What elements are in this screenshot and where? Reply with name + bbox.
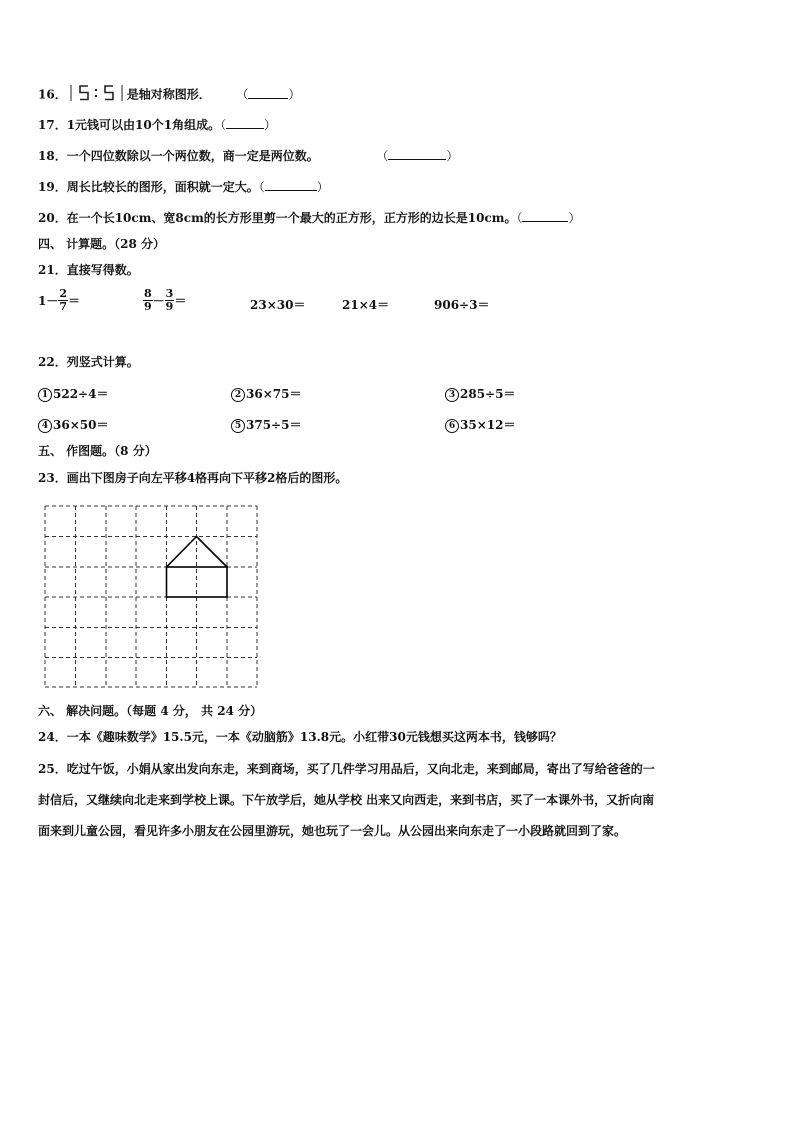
question-text: 一个四位数除以一个两位数，商一定是两位数。 bbox=[66, 149, 319, 163]
question-number: 24． bbox=[38, 730, 67, 744]
question-number: 23． bbox=[38, 471, 67, 485]
question-text: 画出下图房子向左平移4格再向下平移2格后的图形。 bbox=[66, 471, 348, 485]
calc-expression: 35×12＝ bbox=[460, 418, 516, 432]
equals-sign: ＝ bbox=[68, 294, 81, 308]
question-number: 21． bbox=[38, 263, 67, 277]
expression-2 bbox=[143, 288, 186, 313]
minus-sign: － bbox=[152, 294, 165, 308]
question-number: 19． bbox=[38, 180, 67, 194]
close-paren: ） bbox=[568, 211, 581, 225]
answer-blank[interactable] bbox=[226, 116, 264, 129]
question-number: 17． bbox=[38, 118, 67, 132]
fraction bbox=[143, 288, 153, 313]
expression-4: 21×4＝ bbox=[342, 298, 390, 312]
question-number: 25． bbox=[38, 762, 67, 776]
question-25 bbox=[38, 761, 655, 777]
house-figure bbox=[167, 537, 228, 598]
question-18 bbox=[38, 147, 458, 164]
calc-item-3 bbox=[445, 385, 515, 402]
circled-number: 5 bbox=[231, 419, 245, 433]
question-22 bbox=[38, 354, 139, 370]
question-text-line-1: 吃过午饭，小娟从家出发向东走，来到商场，买了几件学习用品后，又向北走，来到邮局，寄出了写给爸爸的一 bbox=[66, 762, 655, 776]
circled-number: 4 bbox=[38, 419, 52, 433]
calc-item-1 bbox=[38, 385, 108, 402]
expression-1 bbox=[38, 288, 80, 313]
answer-blank[interactable] bbox=[522, 209, 568, 222]
question-text: 是轴对称图形． bbox=[126, 87, 211, 102]
section-4-heading: 四、 计算题。（28 分） bbox=[38, 237, 166, 251]
calc-expression: 285÷5＝ bbox=[460, 387, 516, 401]
circled-number: 6 bbox=[445, 419, 459, 433]
section-5-heading: 五、 作图题。（8 分） bbox=[38, 444, 157, 458]
circled-number: 3 bbox=[445, 388, 459, 402]
denominator: 9 bbox=[144, 300, 152, 313]
question-text-line-3: 面来到儿童公园，看见许多小朋友在公园里游玩，她也玩了一会儿。从公园出来向东走了一小段路就回到了家。 bbox=[38, 824, 627, 838]
numerator: 8 bbox=[144, 287, 152, 300]
answer-blank[interactable] bbox=[248, 86, 288, 99]
digital-display-figure bbox=[68, 84, 126, 106]
calc-item-5 bbox=[231, 416, 301, 433]
question-text: 一本《趣味数学》15.5元，一本《动脑筋》13.8元。小红带30元钱想买这两本书，钱够吗？ bbox=[66, 730, 562, 744]
section-6-heading: 六、 解决问题。（每题 4 分， 共 24 分） bbox=[38, 704, 263, 718]
open-paren: （ bbox=[258, 180, 265, 194]
expression-3: 23×30＝ bbox=[250, 298, 306, 312]
question-text: 直接写得数。 bbox=[66, 263, 139, 277]
circled-number: 1 bbox=[38, 388, 52, 402]
question-20 bbox=[38, 209, 581, 226]
calc-expression: 522÷4＝ bbox=[53, 387, 109, 401]
question-number: 18． bbox=[38, 149, 67, 163]
answer-blank[interactable] bbox=[388, 147, 446, 160]
question-23 bbox=[38, 470, 347, 486]
close-paren: ） bbox=[288, 87, 301, 102]
question-number: 20． bbox=[38, 211, 67, 225]
calc-expression: 36×50＝ bbox=[53, 418, 109, 432]
question-16 bbox=[38, 84, 300, 106]
question-text: 周长比较长的图形，面积就一定大。 bbox=[66, 180, 259, 194]
close-paren: ） bbox=[446, 149, 459, 163]
equals-sign: ＝ bbox=[174, 294, 187, 308]
grid-drawing-area[interactable] bbox=[44, 505, 260, 689]
calc-expression: 375÷5＝ bbox=[246, 418, 302, 432]
open-paren: （ bbox=[236, 87, 249, 102]
question-number: 22． bbox=[38, 355, 67, 369]
open-paren: （ bbox=[376, 149, 389, 163]
question-24 bbox=[38, 729, 562, 745]
expression-5: 906÷3＝ bbox=[434, 298, 490, 312]
question-text: 在一个长10cm、宽8cm的长方形里剪一个最大的正方形，正方形的边长是10cm。 bbox=[66, 211, 517, 225]
numerator: 2 bbox=[59, 287, 68, 300]
question-17 bbox=[38, 116, 276, 133]
expression-lead: 1－ bbox=[38, 294, 59, 308]
open-paren: （ bbox=[220, 118, 227, 132]
close-paren: ） bbox=[316, 180, 329, 194]
question-21 bbox=[38, 262, 139, 278]
open-paren: （ bbox=[516, 211, 523, 225]
answer-blank[interactable] bbox=[265, 178, 317, 191]
numerator: 3 bbox=[165, 287, 174, 300]
calc-item-4 bbox=[38, 416, 108, 433]
question-19 bbox=[38, 178, 329, 195]
circled-number: 2 bbox=[231, 388, 245, 402]
denominator: 7 bbox=[59, 300, 68, 313]
fraction bbox=[165, 288, 175, 313]
close-paren: ） bbox=[264, 118, 277, 132]
calc-item-6 bbox=[445, 416, 515, 433]
denominator: 9 bbox=[165, 300, 174, 313]
calc-expression: 36×75＝ bbox=[246, 387, 302, 401]
calc-item-2 bbox=[231, 385, 301, 402]
question-text-line-2: 封信后，又继续向北走来到学校上课。下午放学后，她从学校 出来又向西走，来到书店，买了一本课外书，又折向南 bbox=[38, 793, 655, 807]
fraction bbox=[58, 288, 68, 313]
question-text: 1元钱可以由10个1角组成。 bbox=[66, 118, 221, 132]
question-text: 列竖式计算。 bbox=[66, 355, 139, 369]
question-number: 16． bbox=[38, 87, 67, 102]
